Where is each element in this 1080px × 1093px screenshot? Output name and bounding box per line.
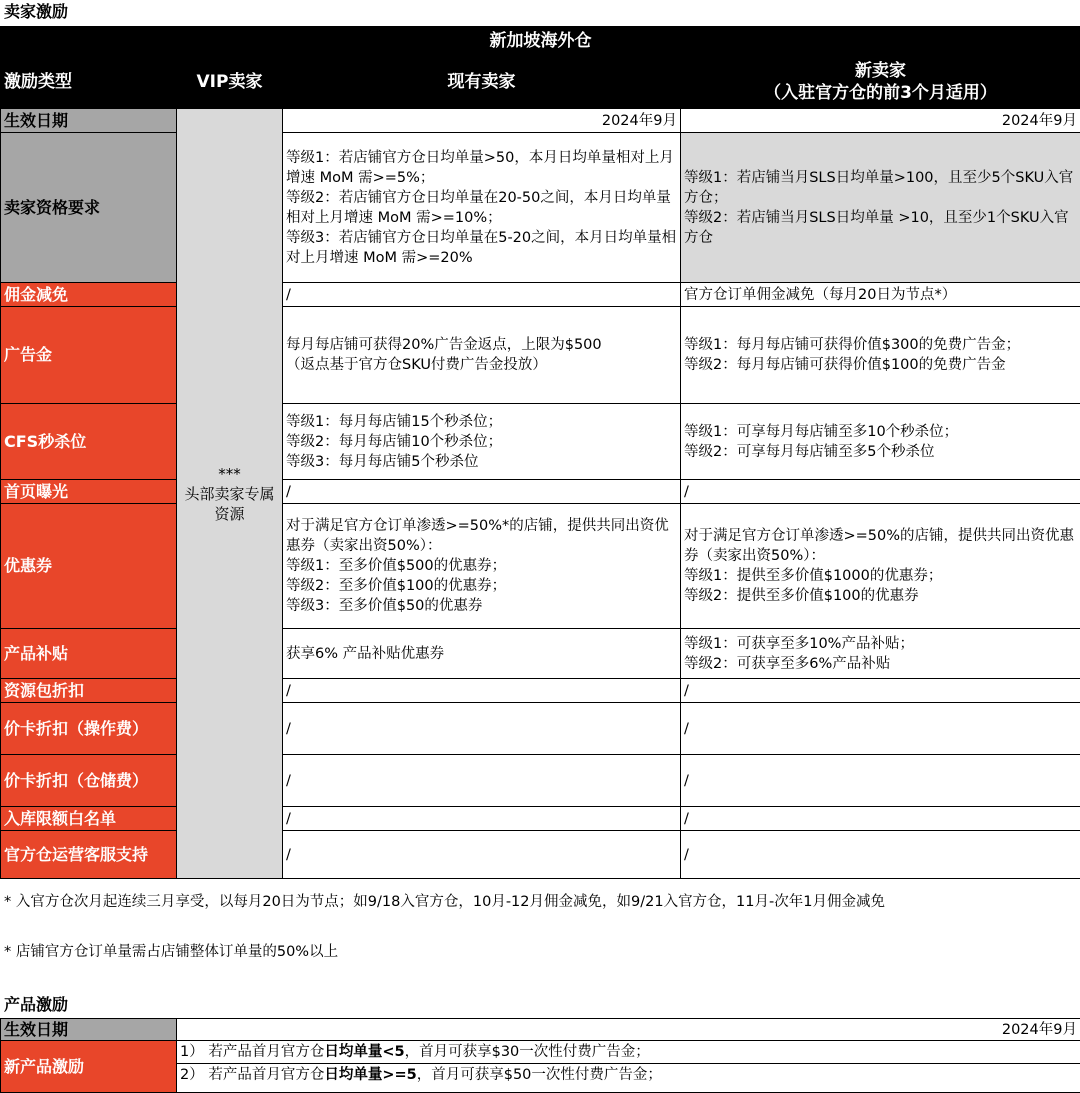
col-header-existing: 现有卖家 [283, 56, 681, 109]
rule-2-bold: 日均单量>=5 [324, 1067, 416, 1083]
rule-1-suffix: ，首月可获享$30一次性付费广告金； [405, 1044, 650, 1060]
label-price-op: 价卡折扣（操作费） [1, 703, 177, 755]
new-package: / [681, 679, 1080, 703]
label-qualification: 卖家资格要求 [1, 133, 177, 283]
existing-commission: / [283, 283, 681, 307]
label-new-product: 新产品激励 [1, 1041, 177, 1093]
seller-incentive-table [0, 26, 1080, 879]
col-header-type: 激励类型 [1, 56, 177, 109]
label-effective-date: 生效日期 [1, 109, 177, 133]
new-cs-support: / [681, 831, 1080, 879]
label-price-storage: 价卡折扣（仓储费） [1, 755, 177, 807]
product-incentive-table [0, 1018, 1080, 1093]
label-cfs: CFS秒杀位 [1, 404, 177, 480]
label-homepage: 首页曝光 [1, 480, 177, 504]
new-product-rule-2 [177, 1064, 1080, 1086]
label-ad-credit: 广告金 [1, 307, 177, 404]
new-qualification: 等级1：若店铺当月SLS日均单量>100，且至少5个SKU入官方仓； 等级2：若店铺当月SLS日均单量 >10，且至少1个SKU入官方仓 [681, 133, 1080, 283]
label-package: 资源包折扣 [1, 679, 177, 703]
new-subsidy: 等级1：可获享至多10%产品补贴； 等级2：可获享至多6%产品补贴 [681, 629, 1080, 679]
col-header-new-subtitle: （入驻官方仓的前3个月适用） [684, 82, 1077, 104]
vip-stars: *** [180, 464, 279, 484]
new-price-op: / [681, 703, 1080, 755]
new-effective-date: 2024年9月 [681, 109, 1080, 133]
existing-cfs: 等级1：每月每店铺15个秒杀位； 等级2：每月每店铺10个秒杀位； 等级3：每月每店铺5个秒杀位 [283, 404, 681, 480]
existing-package: / [283, 679, 681, 703]
footnote-1: * 入官方仓次月起连续三月享受，以每月20日为节点；如9/18入官方仓，10月-12月佣金减免，如9/21入官方仓，11月-次年1月佣金减免 [4, 892, 1074, 912]
seller-incentive-title: 卖家激励 [4, 2, 68, 22]
existing-effective-date: 2024年9月 [283, 109, 681, 133]
col-header-new-title: 新卖家 [684, 60, 1077, 82]
label-subsidy: 产品补贴 [1, 629, 177, 679]
existing-price-storage: / [283, 755, 681, 807]
new-ad-credit: 等级1：每月每店铺可获得价值$300的免费广告金； 等级2：每月每店铺可获得价值$100的免费广告金 [681, 307, 1080, 404]
new-price-storage: / [681, 755, 1080, 807]
new-product-rule-1 [177, 1041, 1080, 1064]
product-label-effective-date: 生效日期 [1, 1019, 177, 1041]
new-homepage: / [681, 480, 1080, 504]
existing-homepage: / [283, 480, 681, 504]
new-cfs: 等级1：可享每月每店铺至多10个秒杀位； 等级2：可享每月每店铺至多5个秒杀位 [681, 404, 1080, 480]
col-header-vip: VIP卖家 [177, 56, 283, 109]
existing-price-op: / [283, 703, 681, 755]
product-incentive-title: 产品激励 [4, 995, 68, 1015]
existing-cs-support: / [283, 831, 681, 879]
new-product-rules [177, 1041, 1080, 1093]
rule-1-prefix: 1） 若产品首月官方仓 [180, 1044, 324, 1060]
label-commission: 佣金减免 [1, 283, 177, 307]
label-whitelist: 入库限额白名单 [1, 807, 177, 831]
existing-voucher: 对于满足官方仓订单渗透>=50%*的店铺，提供共同出资优惠券（卖家出资50%）： 等级1：至多价值$500的优惠券； 等级2：至多价值$100的优惠券； 等级3：至多价值$50的优惠券 [283, 504, 681, 629]
label-voucher: 优惠券 [1, 504, 177, 629]
existing-whitelist: / [283, 807, 681, 831]
rule-1-bold: 日均单量<5 [324, 1044, 404, 1060]
vip-resources-cell [177, 109, 283, 879]
footnote-2: * 店铺官方仓订单量需占店铺整体订单量的50%以上 [4, 942, 1074, 962]
warehouse-header: 新加坡海外仓 [1, 27, 1080, 56]
rule-2-suffix: ，首月可获享$50一次性付费广告金； [417, 1067, 662, 1083]
vip-resources-text: 头部卖家专属资源 [180, 484, 279, 524]
rule-2-prefix: 2） 若产品首月官方仓 [180, 1067, 324, 1083]
label-cs-support: 官方仓运营客服支持 [1, 831, 177, 879]
new-whitelist: / [681, 807, 1080, 831]
product-effective-date: 2024年9月 [177, 1019, 1080, 1041]
existing-ad-credit: 每月每店铺可获得20%广告金返点，上限为$500 （返点基于官方仓SKU付费广告金投放） [283, 307, 681, 404]
new-voucher: 对于满足官方仓订单渗透>=50%的店铺，提供共同出资优惠券（卖家出资50%）： 等级1：提供至多价值$1000的优惠券； 等级2：提供至多价值$100的优惠券 [681, 504, 1080, 629]
new-commission: 官方仓订单佣金减免（每月20日为节点*） [681, 283, 1080, 307]
col-header-new [681, 56, 1080, 109]
existing-subsidy: 获享6% 产品补贴优惠券 [283, 629, 681, 679]
existing-qualification: 等级1：若店铺官方仓日均单量>50，本月日均单量相对上月增速 MoM 需>=5%； 等级2：若店铺官方仓日均单量在20-50之间，本月日均单量相对上月增速 MoM 需>=10%； 等级3：若店铺官方仓日均单量在5-20之间，本月日均单量相对上月增速 MoM 需>=20% [283, 133, 681, 283]
